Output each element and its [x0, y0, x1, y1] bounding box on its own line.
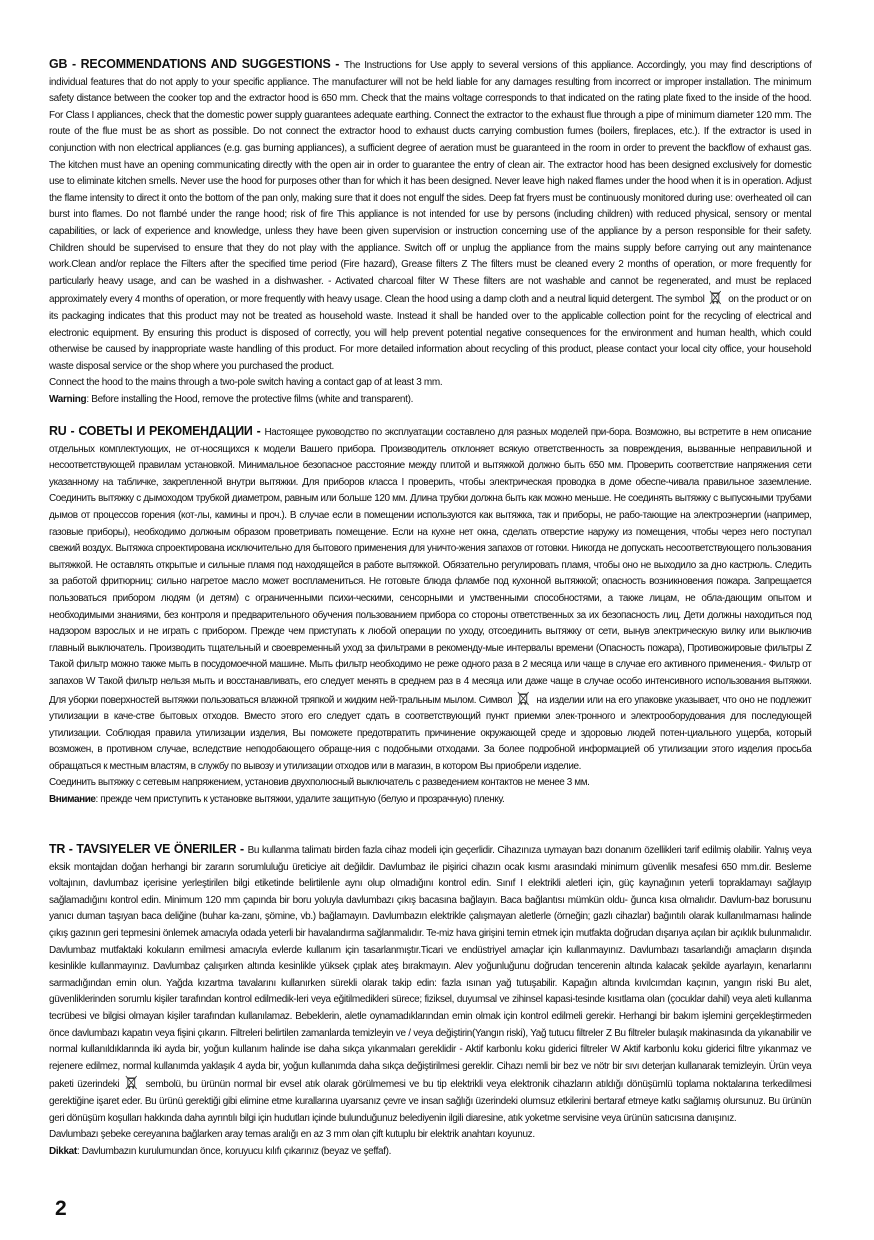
- gb-body-text-1: The Instructions for Use apply to several versions of this appliance. Accordingly, you may find descriptions of individual features that do not apply to your specific appliance. The manufacturer will not be held liable for any damages resulting from incorrect or improper installation. The minimum safety distance between the cooker top and the extractor hood is 650 mm. Check that the mains voltage corresponds to that indicated on the rating plate fixed to the inside of the hood. For Class I appliances, check that the domestic power supply guarantees adequate earthing. Connect the extractor to the exhaust flue through a pipe of minimum diameter 120 mm. The route of the flue must be as short as possible. Do not connect the extractor hood to exhaust ducts carrying combustion fumes (boilers, fireplaces, etc.). If the extractor is used in conjunction with non electrical appliances (e.g. gas burning appliances), a sufficient degree of aeration must be guaranteed in the room in order to prevent the backflow of exhaust gas. The kitchen must have an opening communicating directly with the open air in order to guarantee the entry of clean air. The extractor hood has been designed exclusively for domestic use to eliminate kitchen smells. Never use the hood for purposes other than for which it has been designed. Never leave high naked flames under the hood when it is in operation. Adjust the flame intensity to direct it onto the bottom of the pan only, making sure that it does not engulf the sides. Deep fat fryers must be continuously monitored during use: overheated oil can burst into flames. Do not flambé under the range hood; risk of fire This appliance is not intended for use by persons (including children) with reduced physical, sensory or mental capabilities, or lack of experience and knowledge, unless they have been given supervision or instruction concerning use of the appliance by a person responsible for their safety. Children should be supervised to ensure that they do not play with the appliance. Switch off or unplug the appliance from the mains supply before carrying out any maintenance work.Clean and/or replace the Filters after the specified time period (Fire hazard), Grease filters Z The filters must be cleaned every 2 months of operation, or more frequently for particularly heavy usage, and can be washed in a dishwasher. - Activated charcoal filter W These filters are not washable and cannot be regenerated, and must be replaced approximately every 4 months of operation, or more frequently with heavy usage. Clean the hood using a damp cloth and a neutral liquid detergent. The symbol: [49, 60, 812, 306]
- ru-main-paragraph: [49, 423, 811, 775]
- crossed-out-wheeled-bin-icon: [517, 691, 530, 706]
- tr-heading: TR - TAVSIYELER VE ÖNERILER: [49, 842, 237, 856]
- ru-warning: [49, 792, 811, 809]
- ru-warning-text: : прежде чем приступить к установке вытяжки, удалите защитную (белую и прозрачную) пленку.: [95, 794, 505, 806]
- ru-warning-label: Внимание: [49, 794, 96, 806]
- gb-warning-text: : Before installing the Hood, remove the protective films (white and transparent).: [86, 393, 414, 405]
- page-number: 2: [55, 1197, 67, 1220]
- tr-connect-instruction: Davlumbazı şebeke cereyanına bağlarken aray temas aralığı en az 3 mm olan çift kutuplu bir elektrik anahtarı koyunuz.: [49, 1129, 535, 1141]
- tr-main-paragraph: [49, 841, 811, 1127]
- gb-heading: GB - RECOMMENDATIONS AND SUGGESTIONS: [49, 57, 331, 71]
- gb-warning-label: Warning: [49, 393, 87, 405]
- section-ru: [49, 423, 811, 809]
- gb-warning: [49, 392, 811, 409]
- section-tr: [49, 841, 811, 1160]
- tr-warning-text: : Davlumbazın kurulumundan önce, koruyucu kılıfı çıkarınız (beyaz ve şeffaf).: [76, 1145, 392, 1157]
- gb-connect-instruction: Connect the hood to the mains through a two-pole switch having a contact gap of at least 3 mm.: [49, 377, 443, 389]
- ru-heading-separator: -: [252, 424, 265, 438]
- ru-body-text-2: на изделии или на его упаковке указывает, что оно не подлежит утилизации в каче-стве бытовых отходов. Вместо этого его следует сдать в соответствующий пункт приемки элек-тронного и электрооборудования для последующей утилизации. Соблюдая правила утилизации изделия, Вы поможете предотвратить причинение окружающей среде и здоровью людей потен-циального ущерба, который возможен, в противном случае, вследствие неподобающего обраще-ния с подобными отходами. За более подробной информацией об утилизации этого изделия просьба обращаться к местным властям, в службу по вывозу и утилизации отходов или в магазин, в котором Вы приобрели изделие.: [49, 694, 812, 772]
- tr-warning: [49, 1144, 811, 1161]
- ru-connect-instruction: Соединить вытяжку с сетевым напряжением, установив двухполюсный выключатель с разведением контактов не менее 3 мм.: [49, 777, 590, 789]
- gb-body-text-2: on the product or on its packaging indicates that this product may not be treated as household waste. Instead it shall be handed over to the applicable collection point for the recycling of electrical and electronic equipment. By ensuring this product is disposed of correctly, you will help prevent potential negative consequences for the environment and human health, which could otherwise be caused by inappropriate waste handling of this product. For more detailed information about recycling of this product, please contact your local city office, your household waste disposal service or the shop where you purchased the product.: [49, 294, 812, 372]
- tr-body-text-2: sembolü, bu ürünün normal bir evsel atık olarak görülmemesi ve bu tip elektrikli veya elektronik cihazların atıldığı dönüşümlü toplama noktalarına terkedilmesi gerektiğine işaret eder. Bu ürünü gerektiği gibi elimine etme kurallarına uyarsanız çevre ve insan sağlığı üzerindeki olumsuz etkilerini bertaraf etmeye katkı sağlamış olursunuz. Bu ürünün geri dönüşüm koşulları hakkında daha ayrıntılı bilgi için hudutları içinde bulunduğunuz belediyenin ilgili diaresine, atık yoketme servisine veya ürünün satıcısına danışınız.: [49, 1079, 812, 1124]
- ru-heading: RU - СОВЕТЫ И РЕКОМЕНДАЦИИ: [49, 424, 253, 438]
- tr-body-text-1: Bu kullanma talimatı birden fazla cihaz modeli için geçerlidir. Cihazınıza uymayan bazı donanım özellikleri tarif edilmiş olabilir. Yalnış veya eksik montajdan doğan herhangi bir zararın sorumluluğu üreticiye ait değildir. Davlumbaz ile pişirici cihazın ocak kısmı arasındaki minimum güvenlik mesafesi 650 mm.dir. Besleme voltajının, davlumbaz içerisine yerleştirilen bilgi etiketinde belirtilenle aynı olup olmadığını kontrol edin. Sınıf I elektrikli aletleri için, güç kaynağının yeterli topraklamayı sağlayıp sağlamadığını kontrol edin. Minimum 120 mm çapında bir boru yoluyla davlumbazı çıkış bacasına bağlayın. Baca bağlantısı mümkün oldu- ğunca kısa olmalıdır. Davlum-baz borusunu yanıcı duman taşıyan baca deliğine (buhar ka-zanı, şömine, vb.) bağlamayın. Davlumbazın elektrikle çalışmayan aletlerle (örneğin; gazlı cihazlar) bağıntılı olarak kullanılmaması halinde çıkış gazının geri tepmesini önlemek amacıyla odada yeterli bir havalandırma sağlanmalıdır. Te-miz hava girişini temin etmek için mutfakta doğrudan dışarıya açılan bir açıklık bulunmalıdır. Davlumbaz mutfaktaki kokuların emilmesi amacıyla evlerde kullanım için tasarlanmıştır.Ticari ve endüstriyel amaçlar için kullanmayınız. Davlumbazı tasarlandığı amaçların dışında kesinlikle kullanmayınız. Davlumbaz çalışırken altında kesinlikle yüksek çıplak ateş bırakmayın. Alev yoğunluğunu doğrudan tencerenin altında kalacak şekilde ayarlayın, kenarlarını sarmadığından emin olun. Yağda kızartma tavalarını kullanırken sürekli olarak takip edin: fazla ısınan yağ tutuşabilir. Kapağın altında kıvılcımdan kaçının, yangın riski Bu alet, güvenliklerinden sorumlu kişiler tarafından kontrol edilmedik-leri veya eğitilmedikleri sürece; fiziksel, duyumsal ve zihinsel kapasi-tesinde kısıtlama olan (çocuklar dahil) veya aleti kullanma tecrübesi ve bilgisi olmayan kişiler tarafından kullanılamaz. Bebeklerin, aletle oynamadıklarından emin olmak için kontrol edilmeli gerekir. Herhangi bir bakım işlemini gerçekleştirmeden önce davlumbazı kapatın veya fişini çıkarın. Filtreleri belirtilen zamanlarda temizleyin ve / veya değiştirin(Yangın riski), Yağ tutucu filtreler Z Bu filtreler bulaşık makinasında da yıkanabilir ve normal kullanıldıklarında iki ayda bir, yoğun kullanım halinde ise daha sıkça yıkanmaları gereklidir - Aktif karbonlu koku giderici filtreler W Aktif karbonlu koku giderici filtre yıkanmaz ve rejenere edilmez, normal kullanımda yaklaşık 4 ayda bir, yoğun kullanımda daha sıkça değiştirilmesi gereklir. Cihazı nemli bir bez ve nötr bir sıvı deterjan kullanarak temizleyin. Ürün veya paketi üzerindeki: [49, 845, 812, 1091]
- crossed-out-wheeled-bin-icon: [125, 1075, 138, 1090]
- section-gb: [49, 56, 811, 408]
- crossed-out-wheeled-bin-icon: [709, 290, 722, 305]
- tr-warning-label: Dikkat: [49, 1145, 77, 1157]
- gb-heading-separator: -: [330, 57, 344, 71]
- ru-body-text-1: Настоящее руководство по эксплуатации составлено для разных моделей при-бора. Возможно, вы встретите в нем описание отдельных комплектующих, не от-носящихся к модели Вашего прибора. Производитель отклоняет всякую ответственность за повреждения, вызванные неправильной и несоответствующей правилам установкой. Минимальное безопасное расстояние между плитой и вытяжкой должно быть 650 мм. Проверить соответствие напряжения сети указанному на табличке, закрепленной внутри вытяжки. Для приборов класса I проверить, чтобы электрическая проводка в доме обеспе-чивала правильное заземление. Соединить вытяжку с дымоходом трубкой диаметром, равным или больше 120 мм. Длина трубки должна быть как можно меньше. Не соединять вытяжку с выпускными трубами дымов от процессов горения (кот-лы, камины и проч.). В случае если в помещении используются как вытяжка, так и приборы, не рабо-тающие на электроэнергии (например, газовые приборы), необходимо должным образом проветривать помещение. Если на кухне нет окна, сделать отверстие наружу из помещения, чтобы через него поступал свежий воздух. Вытяжка спроектирована исключительно для бытового применения для уничто-жения запахов от готовки. Никогда не допускать несоответствующего пользования вытяжкой. Не оставлять открытые и сильные пламя под находящейся в работе вытяжкой. Обязательно регулировать пламя, чтобы оно не выходило за дно кастрюль. Следить за работой фритюрниц: сильно нагретое масло может воспламениться. Не готовьте блюда фламбе под кухонной вытяжкой; опасность возникновения пожара. Запрещается пользоваться прибором людям (и детям) с ограниченными психи-ческими, сенсорными и умственными способностями, а также лицам, не обла-дающим опытом и необходимыми знаниями, без контроля и предварительного обучения пользованием прибора со стороны ответственных за их безопасность лиц. Дети должны находиться под надзором взрослых и не играть с прибором. Прежде чем приступать к любой операции по уходу, отсоединить вытяжку от сети, вынув электрическую вилку или выключив главный выключатель. Производить тщательный и своевременный уход за фильтрами в рекоменду-мые интервалы времени (Опасность пожара), Противожировые фильтры Z Такой фильтр можно также мыть в посудомоечной машине. Мыть фильтр необходимо не реже одного раза в 2 месяца или чаще в случае его активного применения.- Фильтр от запахов W Такой фильтр нельзя мыть и восстанавливать, его следует менять в среднем раз в 4 месяца или даже чаще в случае особо интенсивного использования вытяжки. Для уборки поверхностей вытяжки пользоваться влажной тряпкой и жидким ней-тральным мылом. Символ: [49, 427, 812, 706]
- gb-main-paragraph: [49, 56, 811, 375]
- tr-heading-separator: -: [236, 842, 248, 856]
